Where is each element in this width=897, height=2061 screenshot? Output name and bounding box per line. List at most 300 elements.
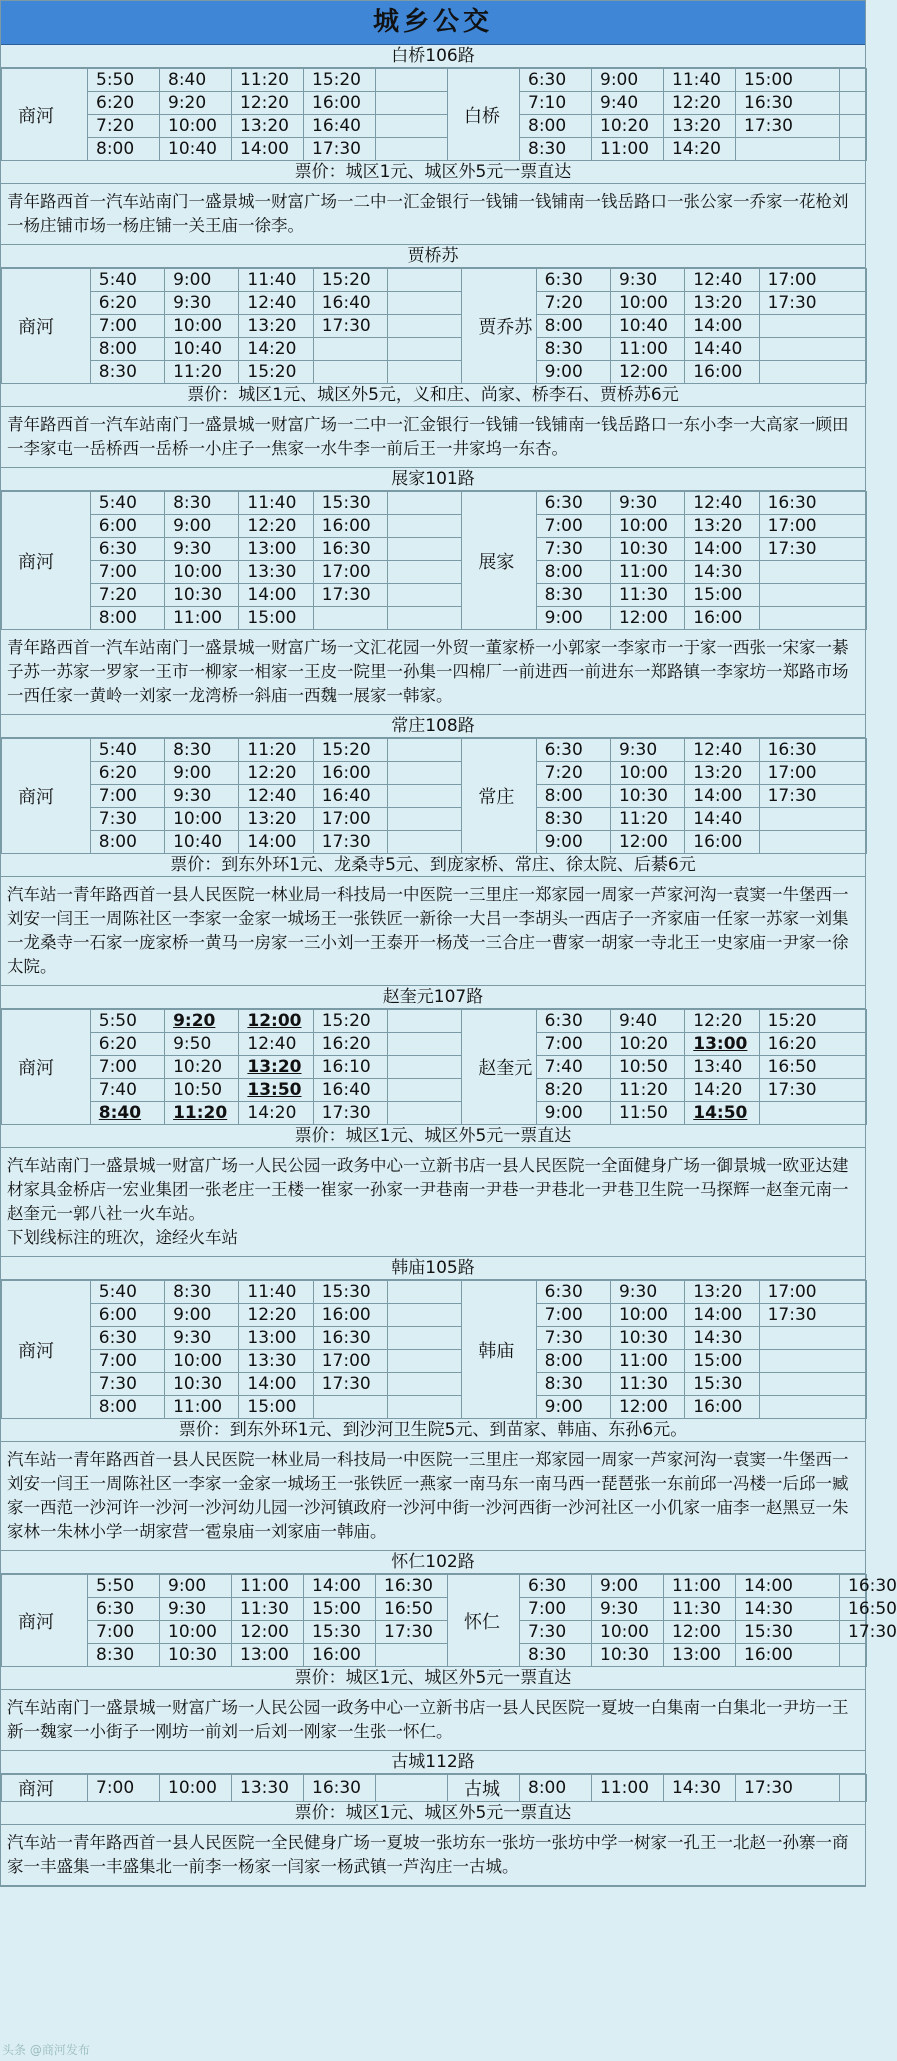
departure-time-return	[610, 492, 684, 515]
departure-time-outbound	[313, 292, 387, 315]
time-value: 9:30	[168, 1599, 207, 1619]
origin-station: 商河	[2, 69, 88, 161]
departure-time-outbound	[90, 515, 164, 538]
time-value: 9:00	[544, 1397, 583, 1417]
route-section	[1, 468, 865, 715]
time-value: 10:20	[618, 1034, 668, 1054]
departure-time-outbound	[388, 315, 462, 338]
time-value: 14:20	[247, 1103, 297, 1123]
departure-time-outbound	[165, 1079, 239, 1102]
time-value: 12:00	[618, 1397, 668, 1417]
destination-station: 韩庙	[462, 1281, 536, 1419]
departure-time-return	[840, 115, 867, 138]
time-value: 7:40	[98, 1080, 137, 1100]
time-value: 7:00	[96, 1778, 135, 1798]
departure-time-return	[536, 292, 610, 315]
departure-time-return	[536, 1373, 610, 1396]
time-value: 7:40	[544, 1057, 583, 1077]
departure-time-outbound	[313, 361, 387, 384]
departure-time-outbound	[88, 69, 160, 92]
departure-time-return	[520, 69, 592, 92]
departure-time-return	[536, 762, 610, 785]
time-value: 9:40	[600, 93, 639, 113]
departure-time-return	[610, 338, 684, 361]
departure-time-outbound	[388, 1033, 462, 1056]
time-value: 9:00	[173, 1305, 212, 1325]
schedule-row	[2, 1373, 867, 1396]
time-value: 15:20	[312, 70, 361, 90]
departure-time-return	[536, 515, 610, 538]
departure-time-outbound	[165, 1056, 239, 1079]
departure-time-return	[536, 831, 610, 854]
time-value: 12:40	[247, 786, 297, 806]
time-value: 16:40	[321, 786, 371, 806]
time-value: 6:30	[98, 1328, 137, 1348]
stop-list-text: 青年路西首一汽车站南门一盛景城一财富广场一文汇花园一外贸一董家桥一小郭家一李家市一于家一西张一宋家一綦子苏一苏家一罗家一王市一柳家一相家一王皮一院里一孙集一四棉厂一前进西一前进东一郑路镇一李家坊一郑路市场一西任家一黄岭一刘家一龙湾桥一斜庙一西魏一展家一韩家。	[7, 638, 849, 705]
departure-time-outbound	[239, 1010, 313, 1033]
departure-time-return	[759, 762, 866, 785]
time-value: 9:30	[618, 1282, 658, 1302]
departure-time-return	[759, 1373, 866, 1396]
departure-time-outbound	[313, 762, 387, 785]
stop-list	[1, 407, 865, 468]
time-value: 17:00	[767, 516, 817, 536]
departure-time-return	[610, 1396, 684, 1419]
schedule-table	[1, 1774, 867, 1802]
time-value: 11:20	[618, 1080, 668, 1100]
departure-time-outbound	[88, 1775, 160, 1802]
departure-time-outbound	[313, 561, 387, 584]
departure-time-outbound	[388, 561, 462, 584]
time-value: 17:30	[321, 316, 371, 336]
time-value: 11:20	[240, 70, 289, 90]
stop-list-text: 汽车站一青年路西首一县人民医院一全民健身广场一夏坡一张坊东一张坊一张坊中学一树家一孔王一北赵一孙寨一商家一丰盛集一丰盛集北一前李一杨家一闫家一杨武镇一芦沟庄一古城。	[7, 1833, 849, 1876]
departure-time-return	[536, 315, 610, 338]
route-section	[1, 1257, 865, 1551]
departure-time-outbound	[165, 831, 239, 854]
departure-time-return	[736, 115, 840, 138]
time-value: 8:30	[544, 809, 583, 829]
departure-time-return	[536, 1056, 610, 1079]
departure-time-outbound	[313, 739, 387, 762]
departure-time-outbound	[165, 1102, 239, 1125]
time-value: 17:30	[321, 1374, 371, 1394]
time-value: 6:30	[528, 1576, 567, 1596]
departure-time-outbound	[165, 538, 239, 561]
time-value: 6:30	[544, 1011, 583, 1031]
departure-time-return	[759, 515, 866, 538]
destination-station: 古城	[448, 1775, 520, 1802]
time-value: 5:40	[98, 740, 137, 760]
time-value: 14:50	[693, 1103, 748, 1123]
departure-time-return	[664, 69, 736, 92]
time-value: 9:00	[544, 608, 583, 628]
departure-time-outbound	[313, 1102, 387, 1125]
schedule-row	[2, 1079, 867, 1102]
departure-time-outbound	[90, 1102, 164, 1125]
departure-time-outbound	[90, 1010, 164, 1033]
departure-time-outbound	[165, 561, 239, 584]
schedule-row	[2, 361, 867, 384]
departure-time-outbound	[90, 1281, 164, 1304]
time-value: 10:30	[173, 585, 223, 605]
departure-time-return	[610, 1102, 684, 1125]
stop-list	[1, 1825, 865, 1886]
origin-station: 商河	[2, 739, 91, 854]
departure-time-outbound	[239, 1327, 313, 1350]
time-value: 14:40	[693, 809, 743, 829]
schedule-row	[2, 69, 867, 92]
time-value: 9:50	[173, 1034, 212, 1054]
departure-time-outbound	[313, 269, 387, 292]
departure-time-return	[685, 1079, 759, 1102]
origin-station: 商河	[2, 269, 91, 384]
stop-list-text: 汽车站一青年路西首一县人民医院一林业局一科技局一中医院一三里庄一郑家园一周家一芦家河沟一袁窦一牛堡西一刘安一闫王一周陈社区一李家一金家一城场王一张铁匠一燕家一南马东一南马西一琵琶张一东前邱一冯楼一后邱一臧家一西范一沙河许一沙河一沙河幼儿园一沙河镇政府一沙河中街一沙河西街一沙河社区一小仉家一庙李一赵黑豆一朱家林一朱林小学一胡家营一雹泉庙一刘家庙一韩庙。	[7, 1450, 849, 1541]
origin-station: 商河	[2, 1010, 91, 1125]
departure-time-outbound	[160, 1775, 232, 1802]
time-value: 16:30	[767, 493, 817, 513]
time-value: 14:30	[693, 1328, 743, 1348]
time-value: 12:00	[672, 1622, 721, 1642]
time-value: 11:30	[672, 1599, 721, 1619]
time-value: 10:00	[173, 562, 223, 582]
departure-time-return	[759, 607, 866, 630]
time-value: 15:00	[312, 1599, 361, 1619]
destination-station: 贾乔苏	[462, 269, 536, 384]
departure-time-return	[685, 762, 759, 785]
departure-time-outbound	[388, 1396, 462, 1419]
departure-time-outbound	[239, 515, 313, 538]
time-value: 9:30	[600, 1599, 639, 1619]
time-value: 9:00	[600, 70, 639, 90]
departure-time-outbound	[239, 338, 313, 361]
departure-time-outbound	[388, 515, 462, 538]
departure-time-outbound	[88, 115, 160, 138]
departure-time-return	[685, 1281, 759, 1304]
departure-time-outbound	[376, 138, 448, 161]
departure-time-outbound	[304, 1644, 376, 1667]
departure-time-outbound	[239, 1102, 313, 1125]
departure-time-outbound	[376, 1621, 448, 1644]
time-value: 13:00	[240, 1645, 289, 1665]
time-value: 15:30	[693, 1374, 743, 1394]
stop-list	[1, 877, 865, 986]
departure-time-return	[610, 1327, 684, 1350]
departure-time-return	[520, 1575, 592, 1598]
time-value: 12:40	[247, 1034, 297, 1054]
departure-time-outbound	[388, 739, 462, 762]
time-value: 15:20	[321, 1011, 371, 1031]
departure-time-outbound	[313, 584, 387, 607]
departure-time-outbound	[88, 92, 160, 115]
time-value: 10:40	[173, 832, 223, 852]
departure-time-outbound	[388, 338, 462, 361]
departure-time-return	[664, 1598, 736, 1621]
time-value: 17:30	[321, 585, 371, 605]
time-value: 16:00	[693, 832, 743, 852]
departure-time-outbound	[239, 1396, 313, 1419]
time-value: 16:50	[384, 1599, 433, 1619]
destination-station: 展家	[462, 492, 536, 630]
departure-time-return	[610, 1033, 684, 1056]
departure-time-return	[664, 92, 736, 115]
departure-time-return	[664, 1621, 736, 1644]
time-value: 7:00	[544, 516, 583, 536]
time-value: 10:30	[618, 786, 668, 806]
departure-time-outbound	[313, 1327, 387, 1350]
time-value: 13:30	[240, 1778, 289, 1798]
time-value: 7:00	[98, 1351, 137, 1371]
time-value: 8:20	[544, 1080, 583, 1100]
schedule-row	[2, 1621, 867, 1644]
departure-time-return	[664, 138, 736, 161]
stop-list-text: 青年路西首一汽车站南门一盛景城一财富广场一二中一汇金银行一钱铺一钱铺南一钱岳路口一张公家一乔家一花枪刘一杨庄铺市场一杨庄铺一关王庙一徐李。	[7, 192, 849, 235]
departure-time-return	[610, 739, 684, 762]
departure-time-outbound	[304, 138, 376, 161]
departure-time-outbound	[90, 831, 164, 854]
time-value: 7:00	[98, 1057, 137, 1077]
schedule-row	[2, 1010, 867, 1033]
departure-time-outbound	[239, 739, 313, 762]
time-value: 16:20	[767, 1034, 817, 1054]
route-note: 下划线标注的班次，途经火车站	[7, 1228, 238, 1247]
departure-time-outbound	[90, 315, 164, 338]
time-value: 12:20	[247, 1305, 297, 1325]
departure-time-return	[759, 1281, 866, 1304]
time-value: 12:20	[247, 763, 297, 783]
departure-time-outbound	[90, 785, 164, 808]
departure-time-outbound	[232, 92, 304, 115]
time-value: 11:40	[672, 70, 721, 90]
departure-time-outbound	[304, 1621, 376, 1644]
time-value: 15:30	[321, 493, 371, 513]
time-value: 6:00	[98, 516, 137, 536]
departure-time-outbound	[313, 1304, 387, 1327]
time-value: 7:20	[544, 763, 583, 783]
departure-time-return	[610, 1281, 684, 1304]
routes-container	[1, 45, 897, 1886]
departure-time-outbound	[239, 808, 313, 831]
departure-time-outbound	[165, 1396, 239, 1419]
time-value: 9:30	[173, 293, 212, 313]
time-value: 9:30	[618, 270, 658, 290]
time-value: 16:40	[321, 293, 371, 313]
time-value: 15:00	[693, 585, 743, 605]
departure-time-return	[840, 138, 867, 161]
departure-time-outbound	[376, 1575, 448, 1598]
stop-list	[1, 630, 865, 715]
route-section	[1, 1751, 865, 1886]
origin-station: 商河	[2, 1281, 91, 1419]
time-value: 8:00	[98, 608, 137, 628]
departure-time-outbound	[304, 115, 376, 138]
time-value: 13:20	[693, 763, 743, 783]
time-value: 7:30	[98, 809, 137, 829]
departure-time-return	[536, 1010, 610, 1033]
departure-time-outbound	[239, 607, 313, 630]
time-value: 9:20	[173, 1011, 216, 1031]
departure-time-return	[736, 69, 840, 92]
time-value: 11:40	[247, 270, 297, 290]
route-title: 古城112路	[1, 1751, 865, 1774]
departure-time-outbound	[313, 808, 387, 831]
departure-time-return	[840, 69, 867, 92]
departure-time-return	[759, 315, 866, 338]
time-value: 17:30	[767, 1080, 817, 1100]
fare-info: 票价：城区1元、城区外5元一票直达	[1, 161, 865, 184]
departure-time-return	[520, 138, 592, 161]
departure-time-return	[736, 1575, 840, 1598]
departure-time-outbound	[165, 1373, 239, 1396]
time-value: 16:00	[312, 1645, 361, 1665]
departure-time-return	[685, 1373, 759, 1396]
time-value: 9:00	[168, 1576, 207, 1596]
route-section	[1, 45, 865, 245]
departure-time-return	[610, 561, 684, 584]
departure-time-return	[685, 315, 759, 338]
departure-time-return	[592, 138, 664, 161]
schedule-row	[2, 1575, 867, 1598]
time-value: 17:00	[767, 270, 817, 290]
time-value: 6:30	[544, 493, 583, 513]
time-value: 14:00	[247, 585, 297, 605]
departure-time-outbound	[239, 361, 313, 384]
departure-time-outbound	[90, 1033, 164, 1056]
fare-info: 票价：城区1元、城区外5元，义和庄、尚家、桥李石、贾桥苏6元	[1, 384, 865, 407]
schedule-row	[2, 561, 867, 584]
departure-time-outbound	[313, 785, 387, 808]
time-value: 17:30	[321, 1103, 371, 1123]
departure-time-outbound	[90, 808, 164, 831]
departure-time-outbound	[88, 1598, 160, 1621]
time-value: 9:30	[173, 786, 212, 806]
departure-time-outbound	[388, 1079, 462, 1102]
time-value: 8:00	[96, 139, 135, 159]
time-value: 10:00	[168, 1778, 217, 1798]
time-value: 8:00	[528, 1778, 567, 1798]
time-value: 14:00	[247, 1374, 297, 1394]
time-value: 10:00	[173, 1351, 223, 1371]
schedule-row	[2, 538, 867, 561]
time-value: 10:50	[173, 1080, 223, 1100]
time-value: 12:00	[618, 608, 668, 628]
time-value: 16:30	[384, 1576, 433, 1596]
departure-time-return	[520, 1621, 592, 1644]
time-value: 8:00	[98, 832, 137, 852]
time-value: 16:40	[321, 1080, 371, 1100]
time-value: 12:00	[618, 362, 668, 382]
time-value: 8:30	[544, 585, 583, 605]
time-value: 13:30	[247, 1351, 297, 1371]
departure-time-return	[536, 1033, 610, 1056]
route-title: 怀仁102路	[1, 1551, 865, 1574]
stop-list-text: 汽车站南门一盛景城一财富广场一人民公园一政务中心一立新书店一县人民医院一夏坡一白集南一白集北一尹坊一王新一魏家一小街子一刚坊一前刘一后刘一刚家一生张一怀仁。	[7, 1698, 849, 1741]
time-value: 17:30	[744, 116, 793, 136]
time-value: 9:30	[618, 493, 658, 513]
departure-time-return	[610, 785, 684, 808]
departure-time-outbound	[165, 584, 239, 607]
time-value: 12:20	[247, 516, 297, 536]
departure-time-outbound	[388, 1350, 462, 1373]
departure-time-outbound	[239, 1373, 313, 1396]
destination-station: 怀仁	[448, 1575, 520, 1667]
departure-time-return	[664, 1644, 736, 1667]
time-value: 12:00	[247, 1011, 302, 1031]
time-value: 11:00	[600, 1778, 649, 1798]
time-value: 13:20	[672, 116, 721, 136]
time-value: 9:00	[544, 362, 583, 382]
time-value: 16:40	[312, 116, 361, 136]
time-value: 8:30	[98, 362, 137, 382]
time-value: 14:00	[693, 539, 743, 559]
origin-station: 商河	[2, 1575, 88, 1667]
time-value: 8:30	[96, 1645, 135, 1665]
time-value: 7:20	[98, 585, 137, 605]
time-value: 17:00	[767, 763, 817, 783]
time-value: 16:30	[312, 1778, 361, 1798]
departure-time-outbound	[165, 607, 239, 630]
departure-time-outbound	[239, 762, 313, 785]
departure-time-return	[664, 1575, 736, 1598]
departure-time-return	[520, 1775, 592, 1802]
time-value: 8:00	[98, 1397, 137, 1417]
time-value: 16:00	[321, 516, 371, 536]
time-value: 12:40	[693, 270, 743, 290]
time-value: 8:30	[544, 1374, 583, 1394]
time-value: 10:00	[173, 316, 223, 336]
time-value: 17:30	[767, 786, 817, 806]
time-value: 10:00	[618, 293, 668, 313]
departure-time-outbound	[90, 739, 164, 762]
time-value: 17:30	[312, 139, 361, 159]
departure-time-outbound	[165, 292, 239, 315]
departure-time-outbound	[165, 1281, 239, 1304]
time-value: 13:20	[247, 1057, 302, 1077]
departure-time-return	[536, 808, 610, 831]
time-value: 16:00	[693, 1397, 743, 1417]
departure-time-outbound	[88, 138, 160, 161]
departure-time-return	[759, 1033, 866, 1056]
departure-time-return	[610, 607, 684, 630]
time-value: 11:00	[618, 562, 668, 582]
stop-list	[1, 1442, 865, 1551]
time-value: 13:40	[693, 1057, 743, 1077]
time-value: 14:20	[247, 339, 297, 359]
time-value: 15:00	[247, 608, 297, 628]
watermark: 头条 @商河发布	[2, 2043, 90, 2057]
departure-time-outbound	[376, 69, 448, 92]
departure-time-outbound	[239, 492, 313, 515]
departure-time-return	[759, 1056, 866, 1079]
departure-time-return	[592, 1575, 664, 1598]
departure-time-return	[685, 1033, 759, 1056]
time-value: 17:30	[848, 1622, 897, 1642]
schedule-row	[2, 1281, 867, 1304]
departure-time-outbound	[90, 292, 164, 315]
departure-time-return	[592, 1598, 664, 1621]
departure-time-return	[520, 115, 592, 138]
stop-list	[1, 1690, 865, 1751]
time-value: 10:20	[173, 1057, 223, 1077]
time-value: 17:00	[321, 562, 371, 582]
departure-time-outbound	[313, 1056, 387, 1079]
departure-time-return	[610, 1350, 684, 1373]
time-value: 11:00	[173, 1397, 223, 1417]
departure-time-outbound	[388, 269, 462, 292]
departure-time-outbound	[160, 1644, 232, 1667]
time-value: 11:30	[240, 1599, 289, 1619]
departure-time-outbound	[232, 1621, 304, 1644]
